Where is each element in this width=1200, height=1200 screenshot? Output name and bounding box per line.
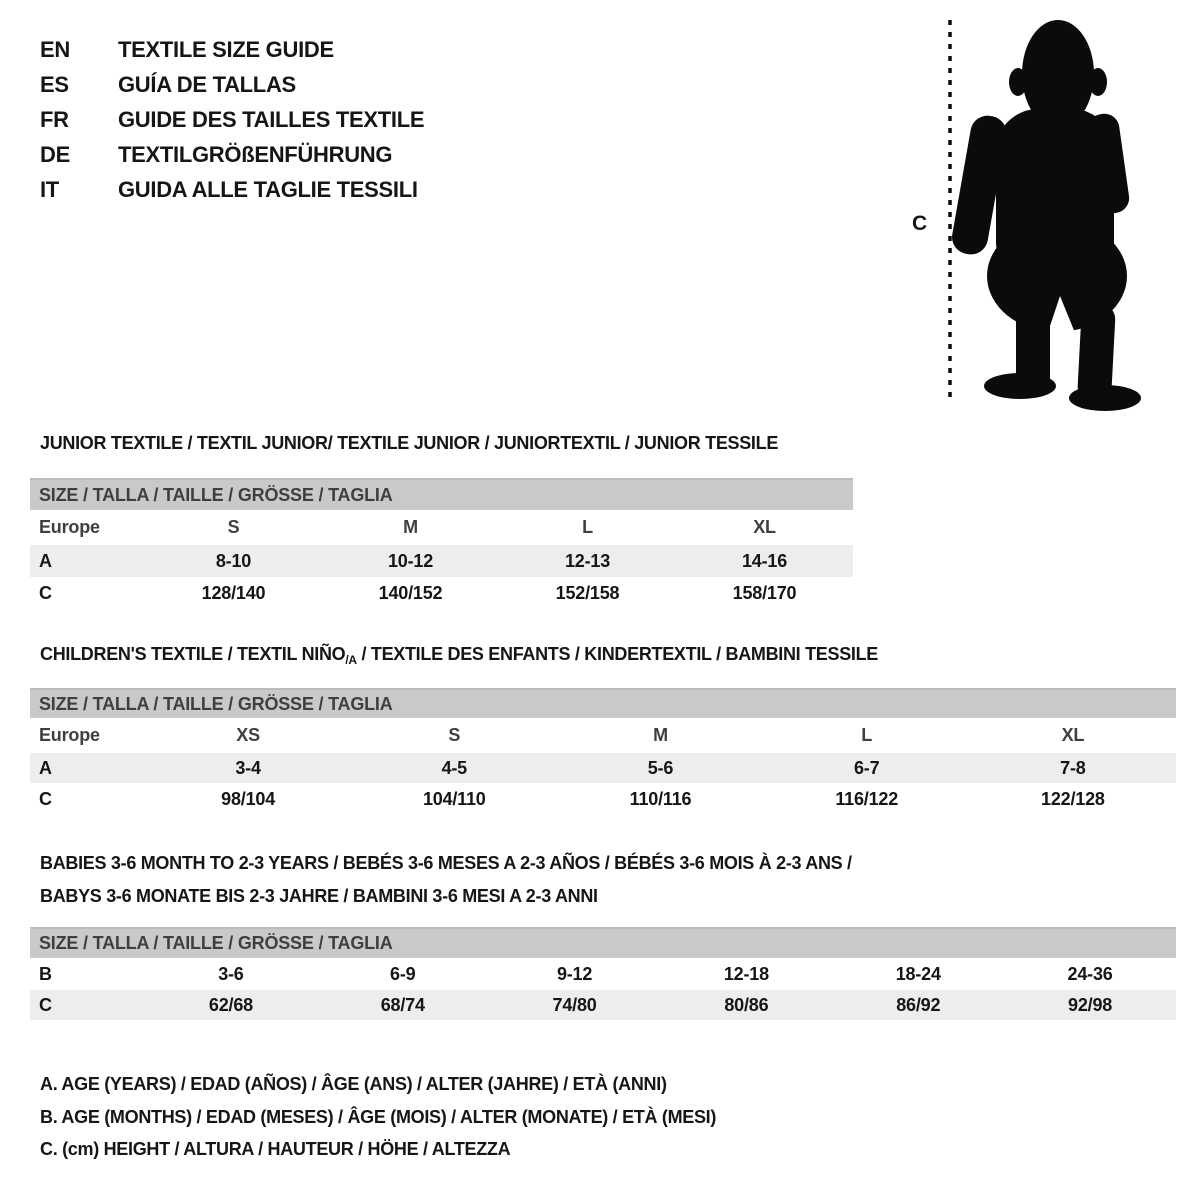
table-row xyxy=(30,783,1176,816)
region-label: Europe xyxy=(39,517,100,537)
row-label: A xyxy=(39,757,52,778)
list-item xyxy=(40,103,424,138)
junior-size-table xyxy=(30,478,853,610)
table-cell: 74/80 xyxy=(552,994,597,1015)
table-cell: 4-5 xyxy=(441,757,467,778)
region-label: Europe xyxy=(39,725,100,745)
size-column-header: L xyxy=(861,725,873,745)
table-cell: 12-18 xyxy=(723,963,769,984)
table-cell: 116/122 xyxy=(835,789,899,809)
table-cell: 68/74 xyxy=(380,994,425,1015)
table-row xyxy=(30,718,1176,753)
measurement-legend xyxy=(40,1068,716,1166)
table-row xyxy=(30,753,1176,783)
babies-size-table xyxy=(30,927,1176,1020)
table-row xyxy=(30,545,853,577)
guide-title: GUÍA DE TALLAS xyxy=(118,72,296,98)
guide-title: GUIDE DES TAILLES TEXTILE xyxy=(118,106,425,132)
height-measure-label: C xyxy=(912,212,928,235)
list-item xyxy=(40,172,424,207)
language-code: FR xyxy=(40,106,69,132)
table-cell: 3-4 xyxy=(235,757,261,778)
table-row xyxy=(30,577,853,610)
size-column-header: XL xyxy=(753,517,776,537)
table-cell: 80/86 xyxy=(724,994,769,1015)
children-title-text: CHILDREN'S TEXTILE / TEXTIL NIÑO xyxy=(40,644,346,664)
table-cell: 18-24 xyxy=(895,963,941,984)
table-cell: 6-7 xyxy=(853,757,880,778)
language-title-list xyxy=(40,33,424,207)
children-section-title xyxy=(40,644,878,667)
table-cell: 12-13 xyxy=(564,550,611,571)
children-title-subscript: /A xyxy=(345,653,357,667)
list-item xyxy=(40,33,424,68)
list-item xyxy=(40,68,424,103)
table-cell: 62/68 xyxy=(208,994,253,1015)
junior-section-title: JUNIOR TEXTILE / TEXTIL JUNIOR/ TEXTILE JUNIOR / JUNIORTEXTIL / JUNIOR TESSILE xyxy=(40,433,779,453)
legend-line-b: B. AGE (MONTHS) / EDAD (MESES) / ÂGE (MOIS) / ALTER (MONATE) / ETÀ (MESI) xyxy=(40,1106,717,1127)
size-column-header: S xyxy=(448,725,461,745)
table-row xyxy=(30,958,1176,990)
row-label: C xyxy=(39,583,52,603)
table-cell: 98/104 xyxy=(221,789,276,809)
babies-title-line1: BABIES 3-6 MONTH TO 2-3 YEARS / BEBÉS 3-6 MESES A 2-3 AÑOS / BÉBÉS 3-6 MOIS À 2-3 ANS / xyxy=(40,853,852,873)
babies-section-title xyxy=(40,847,852,912)
table-cell: 140/152 xyxy=(378,583,443,603)
guide-title: TEXTILGRÖßENFÜHRUNG xyxy=(118,141,393,167)
size-header-bar: SIZE / TALLA / TAILLE / GRÖSSE / TAGLIA xyxy=(30,688,1176,718)
table-cell: 86/92 xyxy=(896,994,941,1015)
table-cell: 5-6 xyxy=(647,757,674,778)
size-column-header: M xyxy=(403,517,418,537)
language-code: ES xyxy=(40,72,69,98)
list-item xyxy=(40,137,424,172)
size-column-header: XS xyxy=(236,725,260,745)
table-cell: 7-8 xyxy=(1060,757,1086,778)
table-row xyxy=(30,990,1176,1020)
table-cell: 128/140 xyxy=(201,583,266,603)
size-column-header: M xyxy=(653,725,668,745)
table-cell: 92/98 xyxy=(1068,994,1113,1015)
row-label: B xyxy=(39,963,52,984)
table-cell: 122/128 xyxy=(1041,789,1105,809)
table-cell: 158/170 xyxy=(732,583,797,603)
table-cell: 6-9 xyxy=(390,963,416,984)
legend-line-a: A. AGE (YEARS) / EDAD (AÑOS) / ÂGE (ANS) / ALTER (JAHRE) / ETÀ (ANNI) xyxy=(40,1074,667,1094)
row-label: A xyxy=(39,550,52,571)
table-cell: 8-10 xyxy=(215,550,252,571)
table-cell: 110/116 xyxy=(629,789,692,809)
size-column-header: XL xyxy=(1061,725,1085,745)
language-code: EN xyxy=(40,37,70,63)
children-size-table xyxy=(30,688,1176,816)
table-cell: 152/158 xyxy=(555,583,620,603)
table-cell: 9-12 xyxy=(556,963,593,984)
guide-title: GUIDA ALLE TAGLIE TESSILI xyxy=(118,176,418,202)
row-label: C xyxy=(39,789,52,809)
table-row xyxy=(30,510,853,545)
size-column-header: S xyxy=(227,517,240,537)
size-header-bar: SIZE / TALLA / TAILLE / GRÖSSE / TAGLIA xyxy=(30,478,853,510)
babies-title-line2: BABYS 3-6 MONATE BIS 2-3 JAHRE / BAMBINI 3-6 MESI A 2-3 ANNI xyxy=(40,885,598,906)
size-column-header: L xyxy=(582,517,593,537)
row-label: C xyxy=(39,994,52,1015)
language-code: DE xyxy=(40,141,70,167)
table-cell: 10-12 xyxy=(387,550,434,571)
legend-line-c: C. (cm) HEIGHT / ALTURA / HAUTEUR / HÖHE / ALTEZZA xyxy=(40,1139,511,1159)
toddler-silhouette-image xyxy=(940,14,1145,416)
size-header-bar: SIZE / TALLA / TAILLE / GRÖSSE / TAGLIA xyxy=(30,927,1176,958)
table-cell: 14-16 xyxy=(741,550,788,571)
language-code: IT xyxy=(40,176,59,202)
guide-title: TEXTILE SIZE GUIDE xyxy=(118,37,334,63)
table-cell: 104/110 xyxy=(422,789,486,809)
table-cell: 3-6 xyxy=(218,963,244,984)
children-title-text: / TEXTILE DES ENFANTS / KINDERTEXTIL / BAMBINI TESSILE xyxy=(356,644,878,664)
table-cell: 24-36 xyxy=(1067,963,1113,984)
